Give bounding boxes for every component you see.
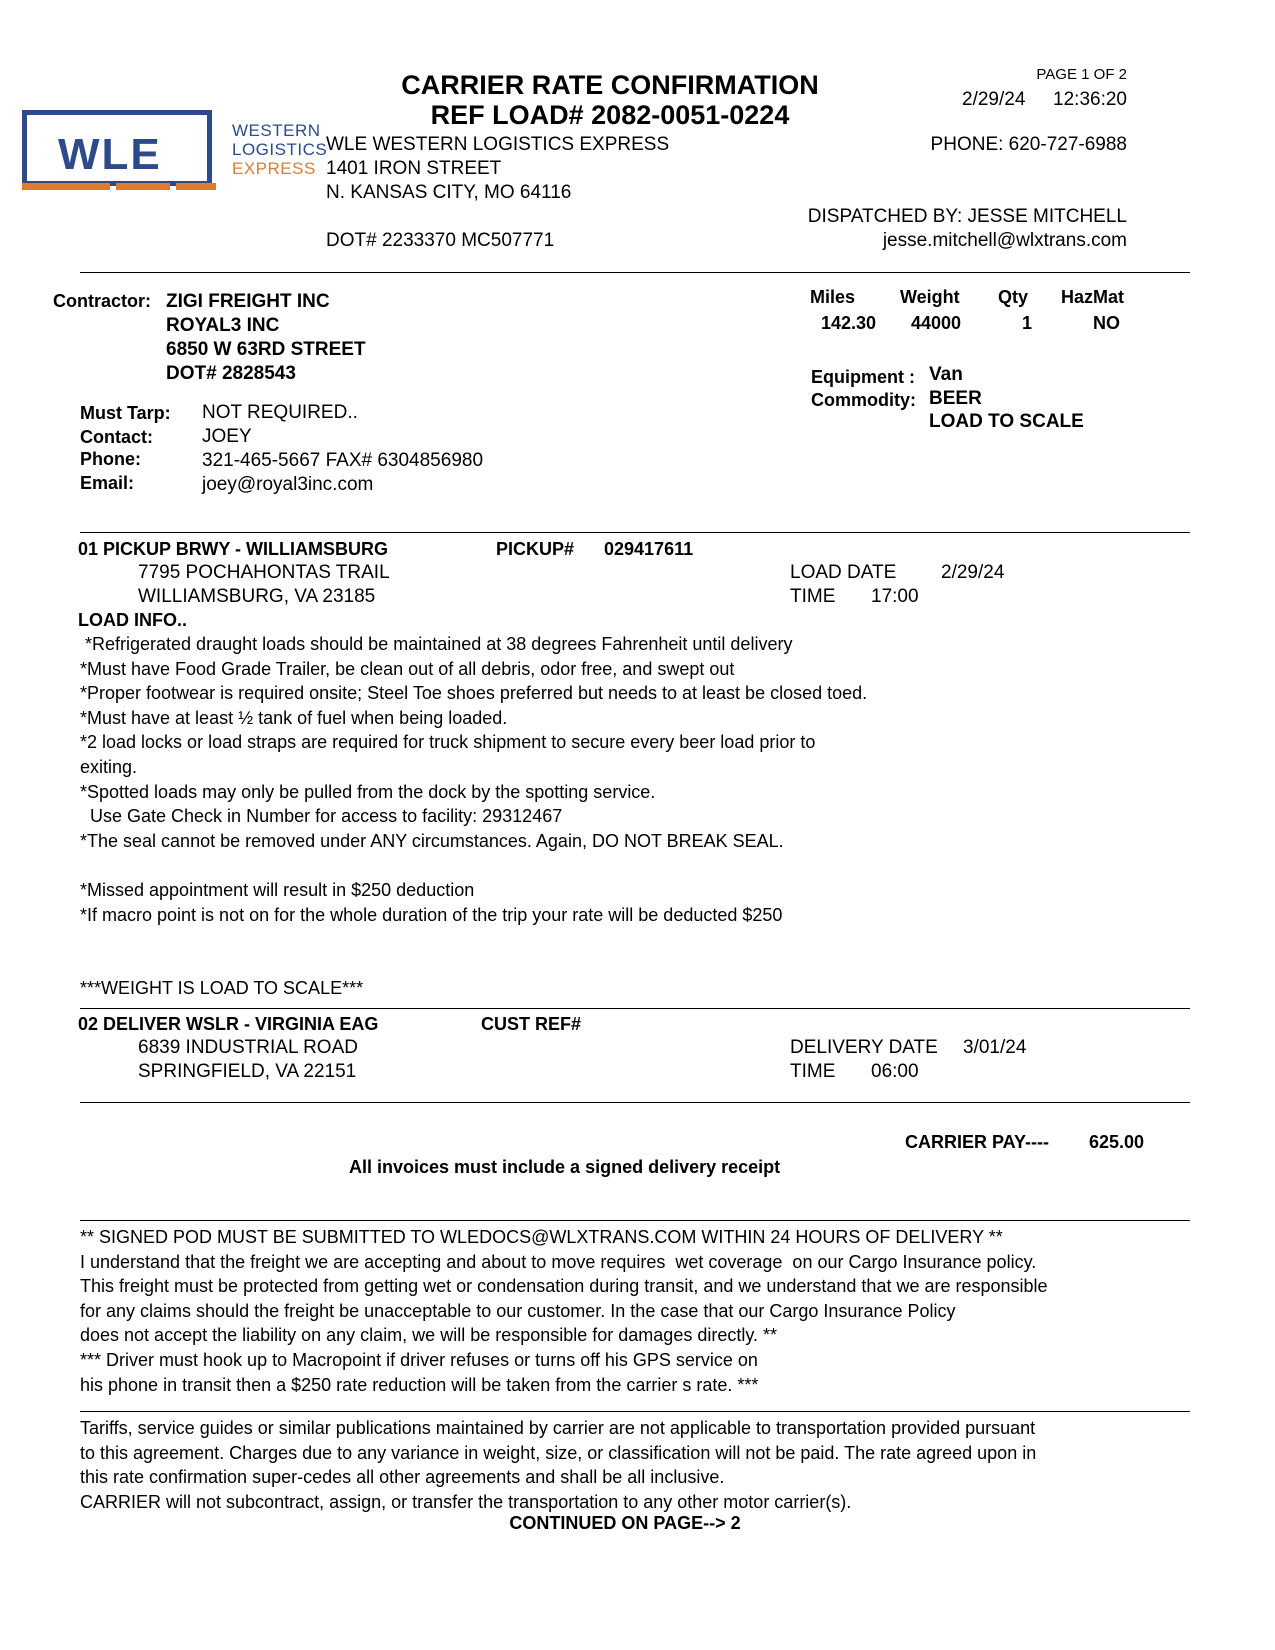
delivery-address-1: 6839 INDUSTRIAL ROAD (138, 1037, 358, 1058)
company-phone: PHONE: 620-727-6988 (930, 134, 1127, 155)
pickup-time: 17:00 (871, 586, 919, 607)
logo-word-western: WESTERN (232, 121, 321, 140)
logo-underline-right (176, 183, 216, 190)
logo-word-logistics: LOGISTICS (232, 140, 328, 159)
contractor-address: 6850 W 63RD STREET (166, 339, 366, 360)
company-name: WLE WESTERN LOGISTICS EXPRESS (326, 134, 670, 155)
contact-label: Contact: (80, 427, 153, 447)
logo-abbr: WLE (58, 130, 162, 179)
equipment-label: Equipment : (811, 367, 915, 387)
document-title: CARRIER RATE CONFIRMATION (401, 70, 819, 100)
delivery-time: 06:00 (871, 1061, 919, 1082)
miles-value: 142.30 (821, 313, 877, 333)
pickup-number-label: PICKUP# (496, 539, 575, 559)
load-date: 2/29/24 (941, 562, 1005, 583)
equipment-value: Van (929, 364, 963, 385)
load-info-text: *Refrigerated draught loads should be maintained at 38 degrees Fahrenheit until delivery *Must have Food Grade Trailer, be clean out of all debris, odor free, and swept out *Proper footwear is required onsite; Steel Toe shoes preferred but needs to at least be closed toed. *Must have at least ½ tank of fuel when being loaded. *2 load locks or load straps are required for truck shipment to secure every beer load prior to exiting. *Spotted loads may only be pulled from the dock by the spotting service. Use Gate Check in Number for access to facility: 29312467 *The seal cannot be removed under ANY circumstances. Again, DO NOT BREAK SEAL. *Missed appointment will result in $250 deduction *If macro point is not on for the whole duration of the trip your rate will be deducted $250 ***WEIGHT IS LOAD TO SCALE*** (80, 634, 868, 999)
print-date: 2/29/24 (962, 89, 1026, 110)
ref-load-number: REF LOAD# 2082-0051-0224 (430, 100, 790, 130)
phone-label: Phone: (80, 449, 141, 469)
must-tarp-value: NOT REQUIRED.. (202, 402, 358, 423)
contractor-dot: DOT# 2828543 (166, 363, 296, 384)
pod-terms: ** SIGNED POD MUST BE SUBMITTED TO WLEDOCS@WLXTRANS.COM WITHIN 24 HOURS OF DELIVERY ** I understand that the freight we are accepting and about to move requires wet coverage on our Cargo Insurance policy. This freight must be protected from getting wet or condensation during transit, and we understand that we are responsible for any claims should the freight be unacceptable to our customer. In the case that our Cargo Insurance Policy does not accept the liability on any claim, we will be responsible for damages directly. ** *** Driver must hook up to Macropoint if driver refuses or turns off his GPS service on his phone in transit then a $250 rate reduction will be taken from the carrier s rate. *** (80, 1227, 1048, 1395)
must-tarp-label: Must Tarp: (80, 403, 171, 423)
divider (80, 1220, 1190, 1221)
company-dot: DOT# 2233370 MC507771 (326, 230, 555, 251)
pickup-address-2: WILLIAMSBURG, VA 23185 (138, 586, 376, 607)
commodity-note: LOAD TO SCALE (929, 411, 1084, 432)
qty-value: 1 (1022, 313, 1033, 333)
tariff-terms: Tariffs, service guides or similar publications maintained by carrier are not applicable to transportation provided pursuant to this agreement. Charges due to any variance in weight, size, or classification will not be paid. The rate agreed upon in this rate confirmation super-cedes all other agreements and shall be all inclusive. CARRIER will not subcontract, assign, or transfer the transportation to any other motor carrier(s). (80, 1418, 1037, 1512)
dispatcher-email: jesse.mitchell@wlxtrans.com (882, 230, 1127, 251)
contact-value: JOEY (202, 426, 252, 447)
page-indicator: PAGE 1 OF 2 (1036, 66, 1127, 83)
divider (80, 1411, 1190, 1412)
email-value: joey@royal3inc.com (202, 474, 374, 495)
dispatched-by: DISPATCHED BY: JESSE MITCHELL (807, 206, 1127, 227)
divider (80, 1102, 1190, 1103)
invoice-note: All invoices must include a signed delivery receipt (349, 1157, 781, 1177)
contractor-label: Contractor: (53, 291, 151, 311)
load-info-label: LOAD INFO.. (78, 610, 187, 630)
divider (80, 532, 1190, 533)
email-label: Email: (80, 473, 135, 493)
logo-underline-mid (116, 183, 170, 190)
pickup-number: 029417611 (604, 539, 694, 559)
commodity-value: BEER (929, 388, 982, 409)
delivery-address-2: SPRINGFIELD, VA 22151 (138, 1061, 357, 1082)
delivery-time-label: TIME (790, 1061, 836, 1082)
hazmat-value: NO (1093, 313, 1120, 333)
divider (80, 1008, 1190, 1009)
pickup-address-1: 7795 POCHAHONTAS TRAIL (138, 562, 390, 583)
phone-value: 321-465-5667 FAX# 6304856980 (202, 450, 484, 471)
qty-header: Qty (998, 287, 1029, 307)
print-time: 12:36:20 (1053, 89, 1127, 110)
delivery-title: 02 DELIVER WSLR - VIRGINIA EAG (78, 1014, 379, 1034)
carrier-pay-label: CARRIER PAY---- (905, 1132, 1050, 1152)
contractor-name: ZIGI FREIGHT INC (166, 291, 330, 312)
hazmat-header: HazMat (1061, 287, 1125, 307)
logo-underline-left (22, 183, 110, 190)
carrier-pay-amount: 625.00 (1089, 1132, 1145, 1152)
pickup-time-label: TIME (790, 586, 836, 607)
company-address-1: 1401 IRON STREET (326, 158, 502, 179)
divider (80, 272, 1190, 273)
pickup-title: 01 PICKUP BRWY - WILLIAMSBURG (78, 539, 389, 559)
company-address-2: N. KANSAS CITY, MO 64116 (326, 182, 572, 203)
delivery-date-label: DELIVERY DATE (790, 1037, 938, 1058)
weight-value: 44000 (911, 313, 962, 333)
commodity-label: Commodity: (811, 390, 916, 410)
weight-header: Weight (900, 287, 960, 307)
cust-ref-label: CUST REF# (481, 1014, 582, 1034)
load-date-label: LOAD DATE (790, 562, 897, 583)
continued-note: CONTINUED ON PAGE--> 2 (509, 1513, 741, 1533)
miles-header: Miles (810, 287, 856, 307)
logo-word-express: EXPRESS (232, 159, 316, 178)
delivery-date: 3/01/24 (963, 1037, 1027, 1058)
contractor-name-2: ROYAL3 INC (166, 315, 280, 336)
